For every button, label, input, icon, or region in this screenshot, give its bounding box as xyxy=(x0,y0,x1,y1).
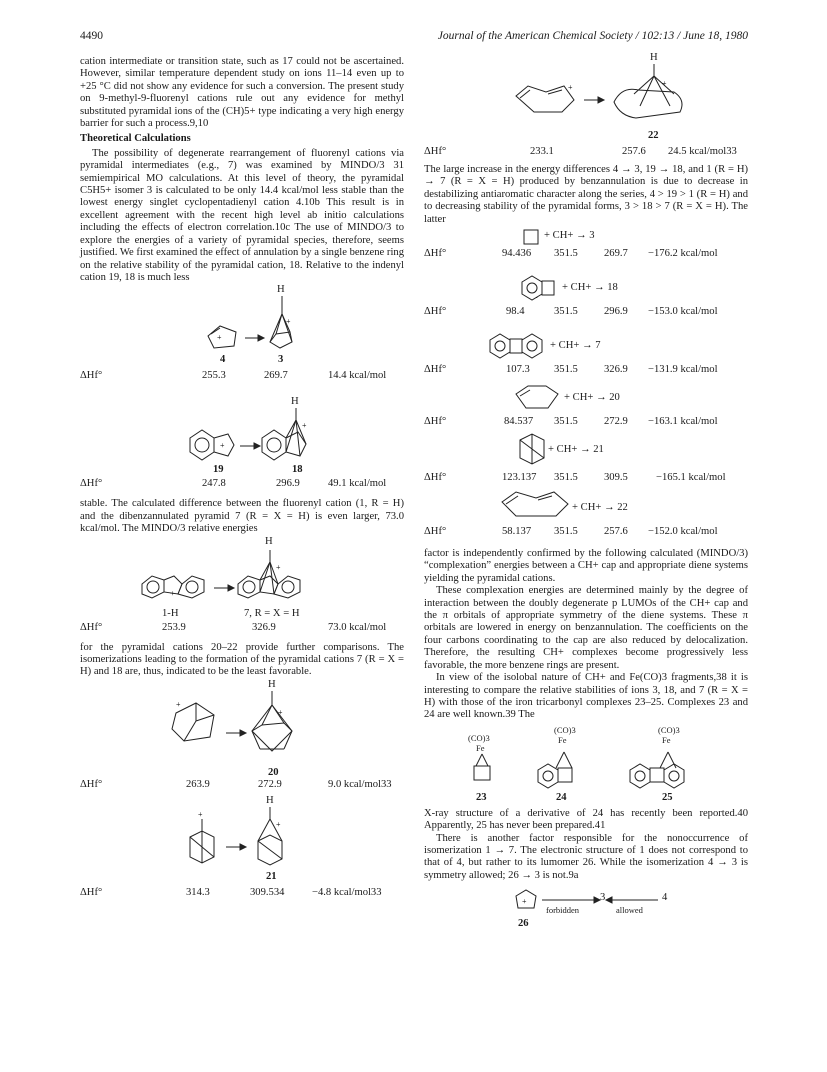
value-4: −176.2 kcal/mol xyxy=(648,248,718,260)
reaction-equation: + CH+ → 22 xyxy=(572,502,628,514)
complexation-structures xyxy=(424,226,748,548)
value-diff: −4.8 kcal/mol33 xyxy=(312,886,382,898)
label-compound-21: 21 xyxy=(266,870,277,882)
value-2: 351.5 xyxy=(554,472,578,484)
label-compound-19: 19 xyxy=(213,464,224,476)
dhf-label: ΔHf° xyxy=(424,472,447,484)
label-compound-23: 23 xyxy=(476,791,487,803)
dhf-label: ΔHf° xyxy=(80,370,103,382)
section-heading: Theoretical Calculations xyxy=(80,133,191,145)
right-column xyxy=(424,52,748,932)
value-1: 58.137 xyxy=(502,526,532,538)
value-a: 263.9 xyxy=(186,778,210,790)
iron-label: Fe xyxy=(476,742,485,753)
value-1: 84.537 xyxy=(504,416,534,428)
label-h: H xyxy=(277,284,285,296)
left-column xyxy=(80,56,404,905)
svg-text:+: + xyxy=(217,333,222,343)
label-compound-26: 26 xyxy=(518,918,529,930)
value-a: 247.8 xyxy=(202,478,226,490)
paragraph-complexation: factor is independently confirmed by the following calculated (MINDO/3) “complexation” energies between a CH+ cap and appropriate diene systems yielding the pyramidal cations. xyxy=(424,548,748,584)
value-diff: 14.4 kcal/mol xyxy=(328,370,387,382)
paragraph-xray: X-ray structure of a derivative of 24 has recently been reported.40 Apparently, 25 has never been prepared.41 xyxy=(424,807,748,832)
complexation-reactions xyxy=(424,226,748,548)
label-compound-25: 25 xyxy=(662,791,673,803)
reaction-equation: + CH+ → 21 xyxy=(548,444,604,456)
svg-text:+: + xyxy=(170,588,175,598)
page-header xyxy=(80,30,748,46)
label-compound-22: 22 xyxy=(648,130,659,141)
value-b: 257.6 xyxy=(622,146,646,157)
reaction-equation: + CH+ → 7 xyxy=(550,340,601,352)
value-b: 326.9 xyxy=(252,621,276,633)
dhf-label: ΔHf° xyxy=(424,248,447,260)
cyclopentadienyl-to-pyramid-structure xyxy=(80,284,404,364)
value-a: 253.9 xyxy=(162,621,186,633)
label-h: H xyxy=(650,52,658,63)
value-4: −165.1 kcal/mol xyxy=(656,472,726,484)
paragraph-lumo: These complexation energies are determined mainly by the degree of interaction between the doubly degenerate p LUMOs of the CH+ cap and the π orbitals of appropriate symmetry of the diene systems. These π orbitals are lowered in energy on benzannulation. The coefficients on the four carbons coordinating to the cap are also reduced by delocalization. Therefore, the resulting CH+ complexes become progressively less favorable, the more benzene rings are present. xyxy=(424,585,748,671)
value-3: 309.5 xyxy=(604,472,628,484)
label-h: H xyxy=(268,678,276,690)
value-4: −152.0 kcal/mol xyxy=(648,526,718,538)
reaction-equation: + CH+ → 18 xyxy=(562,282,618,294)
value-3: 272.9 xyxy=(604,416,628,428)
dhf-label: ΔHf° xyxy=(424,306,447,318)
value-diff: 9.0 kcal/mol33 xyxy=(328,778,392,790)
label-3: 3 xyxy=(600,892,606,904)
value-3: 269.7 xyxy=(604,248,628,260)
label-compound-4: 4 xyxy=(220,354,226,366)
value-2: 351.5 xyxy=(554,248,578,260)
carbonyl-label: (CO)3 xyxy=(554,724,576,735)
tricyclic-to-pyramid-20-structure xyxy=(80,685,404,777)
svg-text:+: + xyxy=(276,819,281,829)
scheme-19-to-18 xyxy=(80,394,404,498)
page-number: 4490 xyxy=(80,30,103,42)
dhf-label: ΔHf° xyxy=(80,621,103,633)
value-2: 351.5 xyxy=(554,306,578,318)
svg-text:+: + xyxy=(568,83,573,92)
scheme-to-21 xyxy=(80,794,404,905)
iron-complexes xyxy=(424,724,748,808)
value-diff: 49.1 kcal/mol xyxy=(328,478,387,490)
value-4: −163.1 kcal/mol xyxy=(648,416,718,428)
svg-text:+: + xyxy=(276,562,281,572)
value-3: 257.6 xyxy=(604,526,628,538)
paragraph-comparisons: for the pyramidal cations 20–22 provide further comparisons. The isomerizations leading to the formation of the pyramidal cations 7 (R = X = H) and 18 are, thus, indicated to be the least favorable. xyxy=(80,641,404,678)
label-h: H xyxy=(265,535,273,547)
value-1: 94.436 xyxy=(502,248,532,260)
svg-text:+: + xyxy=(662,79,667,88)
value-a: 314.3 xyxy=(186,886,210,898)
allowed-label: allowed xyxy=(616,905,643,916)
dhf-label: ΔHf° xyxy=(424,146,447,157)
value-diff: 24.5 kcal/mol33 xyxy=(668,146,737,157)
fluorenyl-to-pyramid-structure xyxy=(80,536,404,620)
value-b: 269.7 xyxy=(264,370,288,382)
svg-text:+: + xyxy=(302,421,307,431)
scheme-to-22 xyxy=(424,52,748,164)
dhf-label: ΔHf° xyxy=(80,478,103,490)
intro-paragraph: cation intermediate or transition state, such as 17 could not be ascertained. However, similar temperature dependent study on ions 11–14 even up to +25 °C did not show any evidence for such a conversion. The present study on 9-methyl-9-fluorenyl cations rule out any evidence for methyl substituted pyramidal ions of the (CH)5+ type indicating a very high energy barrier for such a process.9,10 xyxy=(80,56,404,130)
svg-text:.: . xyxy=(536,292,538,301)
iron-label: Fe xyxy=(558,734,567,745)
value-b: 272.9 xyxy=(258,778,282,790)
dhf-label: ΔHf° xyxy=(424,416,447,428)
value-1: 98.4 xyxy=(506,306,525,318)
value-b: 296.9 xyxy=(276,478,300,490)
svg-text:+: + xyxy=(522,897,527,907)
label-h: H xyxy=(266,794,274,806)
cycloheptatrienyl-to-pyramid-22-structure xyxy=(424,56,748,146)
value-1: 123.137 xyxy=(502,472,537,484)
value-4: −153.0 kcal/mol xyxy=(648,306,718,318)
svg-text:+: + xyxy=(220,441,225,451)
dhf-label: ΔHf° xyxy=(424,526,447,538)
carbonyl-label: (CO)3 xyxy=(468,732,490,743)
scheme-to-20 xyxy=(80,678,404,797)
value-4: −131.9 kcal/mol xyxy=(648,364,718,376)
svg-text:+: + xyxy=(176,699,181,709)
label-compound-18: 18 xyxy=(292,464,303,476)
carbonyl-label: (CO)3 xyxy=(658,724,680,735)
paragraph-theory: The possibility of degenerate rearrangement of fluorenyl cations via pyramidal intermediates (e.g., 7) was examined by MINDO/3 31 semiempirical MO calculations. At this level of theory, the pyramidal C5H5+ isomer 3 is calculated to be only 14.4 kcal/mol less stable than the lowest energy singlet cyclopentadienyl cation 4.10b This result is in excellent agreement with the recent high level ab initio calculations including the effects of electron correlation.10c The use of MINDO/3 to explore the energies of a variety of pyramidal species, therefore, seems justified. We first examined the effect of annulation by a single benzene ring on the relative stability of the pyramidal cation, 18. Relative to the indenyl cation 19, 18 is much less xyxy=(80,147,404,283)
value-b: 309.534 xyxy=(250,886,285,898)
iron-label: Fe xyxy=(662,734,671,745)
lumomer-isomerization-structure xyxy=(424,886,748,926)
value-2: 351.5 xyxy=(554,526,578,538)
forbidden-label: forbidden xyxy=(546,905,580,916)
value-3: 326.9 xyxy=(604,364,628,376)
label-compound-7: 7, R = X = H xyxy=(244,607,300,619)
value-2: 351.5 xyxy=(554,364,578,376)
value-a: 255.3 xyxy=(202,370,226,382)
label-4: 4 xyxy=(662,892,668,904)
label-compound-20: 20 xyxy=(268,766,279,778)
dhf-label: ΔHf° xyxy=(80,886,103,898)
paragraph-isolobal: In view of the isolobal nature of CH+ and Fe(CO)3 fragments,38 it is interesting to compare the relative stabilities of ions 3, 18, and 7 (R = X = H) with those of the iron tricarbonyl complexes 23–25. Complexes 23 and 24 are well known.39 The xyxy=(424,672,748,721)
paragraph-fluorenyl: stable. The calculated difference between the fluorenyl cation (1, R = H) and the dibenzannulated pyramid 7 (R = X = H) is even larger, 73.0 kcal/mol. The MINDO/3 relative energies xyxy=(80,498,404,535)
label-compound-1h: 1-H xyxy=(162,607,179,619)
value-2: 351.5 xyxy=(554,416,578,428)
value-3: 296.9 xyxy=(604,306,628,318)
scheme-1H-to-7 xyxy=(80,536,404,642)
scheme-4-to-3 xyxy=(80,284,404,394)
journal-citation: Journal of the American Chemical Society / 102:13 / June 18, 1980 xyxy=(437,30,748,42)
dhf-label: ΔHf° xyxy=(424,364,447,376)
value-1: 107.3 xyxy=(506,364,530,376)
reaction-equation: + CH+ → 3 xyxy=(544,230,595,242)
svg-text:+: + xyxy=(198,809,203,819)
dhf-label: ΔHf° xyxy=(80,778,103,790)
scheme-26 xyxy=(424,886,748,932)
label-compound-3: 3 xyxy=(278,354,284,366)
label-compound-24: 24 xyxy=(556,791,567,803)
svg-text:+: + xyxy=(278,707,283,717)
label-h: H xyxy=(291,396,299,408)
value-a: 233.1 xyxy=(530,146,554,157)
prism-to-pyramid-21-structure xyxy=(80,794,404,887)
paragraph-lumomer: There is another factor responsible for the nonoccurrence of isomerization 1 → 7. The electronic structure of 1 does not correspond to that of 4, but rather to its lumomer 26. While the isomerization 4 → 3 is symmetry allowed; 26 → 3 is not.9a xyxy=(424,832,748,881)
indenyl-to-pyramid-structure xyxy=(80,394,404,474)
value-diff: 73.0 kcal/mol xyxy=(328,621,387,633)
svg-text:+: + xyxy=(286,317,291,327)
paragraph-energy-differences: The large increase in the energy differences 4 → 3, 19 → 18, and 1 (R = H) → 7 (R = X = H) produced by benzannulation is due to decrease in destabilizing antiaromatic character along the series, 4 > 19 > 1 (R = H) and to decreasing stability of the pyramidal forms, 3 > 18 > 7 (R = X = H). The latter xyxy=(424,164,748,225)
reaction-equation: + CH+ → 20 xyxy=(564,392,620,404)
